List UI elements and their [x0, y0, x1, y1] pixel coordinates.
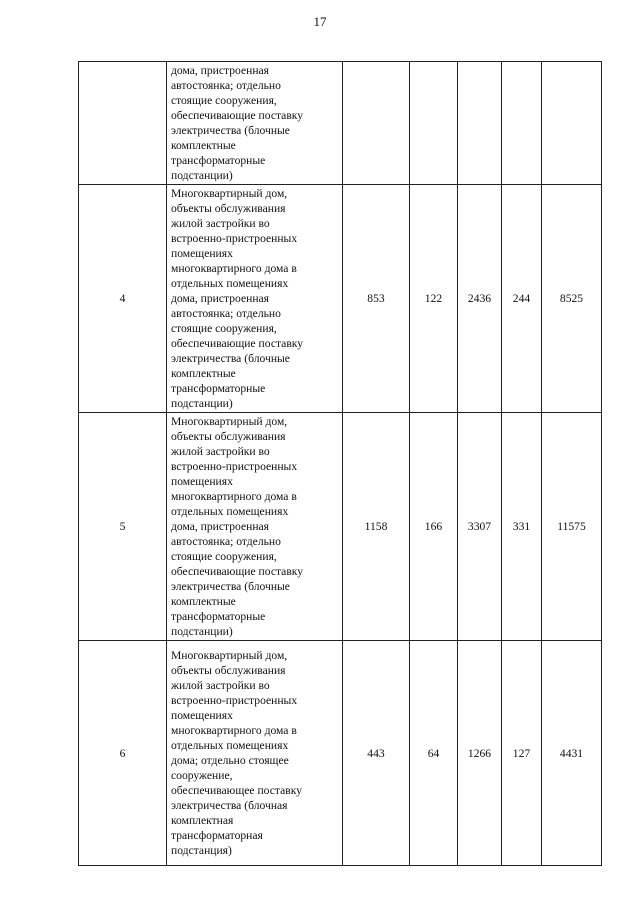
value-cell-1: 1158 — [343, 413, 410, 641]
value-cell-4 — [502, 62, 542, 185]
row-number-cell — [79, 62, 167, 185]
row-number-cell: 5 — [79, 413, 167, 641]
description-cell — [167, 185, 343, 413]
description-line: отдельных помещениях — [171, 739, 289, 752]
row-number-cell: 4 — [79, 185, 167, 413]
data-table — [78, 61, 602, 866]
description-line: объекты обслуживания — [171, 664, 286, 677]
description-line: стоящие сооружения, — [171, 94, 277, 107]
value-cell-1: 443 — [343, 641, 410, 866]
description-line: помещениях — [171, 475, 233, 488]
description-line: подстанции) — [171, 169, 233, 182]
description-line: помещениях — [171, 709, 233, 722]
description-line: подстанции) — [171, 625, 233, 638]
description-cell — [167, 641, 343, 866]
value-cell-3: 2436 — [458, 185, 502, 413]
table-body — [79, 62, 602, 866]
description-line: обеспечивающее поставку — [171, 784, 302, 797]
description-line: комплектные — [171, 139, 236, 152]
value-cell-2: 166 — [410, 413, 458, 641]
table-row — [79, 185, 602, 413]
table-row — [79, 641, 602, 866]
value-cell-2 — [410, 62, 458, 185]
description-line: подстанции) — [171, 397, 233, 410]
description-line: отдельных помещениях — [171, 505, 289, 518]
value-cell-4: 244 — [502, 185, 542, 413]
description-line: стоящие сооружения, — [171, 322, 277, 335]
description-line: трансформаторные — [171, 610, 266, 623]
description-line: отдельных помещениях — [171, 277, 289, 290]
description-line: встроенно-пристроенных — [171, 460, 298, 473]
table-row — [79, 62, 602, 185]
table-row — [79, 413, 602, 641]
description-line: комплектная — [171, 814, 234, 827]
description-line: электричества (блочные — [171, 352, 290, 365]
value-cell-1 — [343, 62, 410, 185]
description-line: встроенно-пристроенных — [171, 232, 298, 245]
description-line: электричества (блочные — [171, 124, 290, 137]
description-line: Многоквартирный дом, — [171, 649, 288, 662]
description-line: трансформаторные — [171, 154, 266, 167]
description-line: помещениях — [171, 247, 233, 260]
description-line: обеспечивающие поставку — [171, 565, 304, 578]
value-cell-4: 127 — [502, 641, 542, 866]
description-line: многоквартирного дома в — [171, 490, 297, 503]
description-line: подстанция) — [171, 844, 232, 857]
description-line: встроенно-пристроенных — [171, 694, 298, 707]
value-cell-1: 853 — [343, 185, 410, 413]
description-line: обеспечивающие поставку — [171, 337, 304, 350]
description-line: автостоянка; отдельно — [171, 307, 281, 320]
value-cell-5: 4431 — [542, 641, 602, 866]
description-line: объекты обслуживания — [171, 430, 286, 443]
description-line: комплектные — [171, 367, 236, 380]
description-line: жилой застройки во — [171, 217, 270, 230]
description-line: дома; отдельно стоящее — [171, 754, 289, 767]
description-line: электричества (блочные — [171, 580, 290, 593]
description-line: сооружение, — [171, 769, 233, 782]
value-cell-4: 331 — [502, 413, 542, 641]
description-line: автостоянка; отдельно — [171, 79, 281, 92]
value-cell-2: 64 — [410, 641, 458, 866]
value-cell-5: 11575 — [542, 413, 602, 641]
value-cell-3: 1266 — [458, 641, 502, 866]
description-cell — [167, 413, 343, 641]
description-line: обеспечивающие поставку — [171, 109, 304, 122]
description-line: трансформаторные — [171, 382, 266, 395]
value-cell-3 — [458, 62, 502, 185]
value-cell-2: 122 — [410, 185, 458, 413]
description-line: электричества (блочная — [171, 799, 288, 812]
description-line: Многоквартирный дом, — [171, 187, 288, 200]
row-number-cell: 6 — [79, 641, 167, 866]
description-line: жилой застройки во — [171, 445, 270, 458]
description-cell — [167, 62, 343, 185]
description-line: Многоквартирный дом, — [171, 415, 288, 428]
description-line: объекты обслуживания — [171, 202, 286, 215]
description-line: дома, пристроенная — [171, 520, 270, 533]
description-line: жилой застройки во — [171, 679, 270, 692]
description-line: многоквартирного дома в — [171, 724, 297, 737]
page-number: 17 — [313, 14, 327, 29]
value-cell-5 — [542, 62, 602, 185]
value-cell-3: 3307 — [458, 413, 502, 641]
description-line: комплектные — [171, 595, 236, 608]
description-line: стоящие сооружения, — [171, 550, 277, 563]
description-line: дома, пристроенная — [171, 64, 270, 77]
value-cell-5: 8525 — [542, 185, 602, 413]
description-line: многоквартирного дома в — [171, 262, 297, 275]
description-line: автостоянка; отдельно — [171, 535, 281, 548]
description-line: трансформаторная — [171, 829, 263, 842]
description-line: дома, пристроенная — [171, 292, 270, 305]
